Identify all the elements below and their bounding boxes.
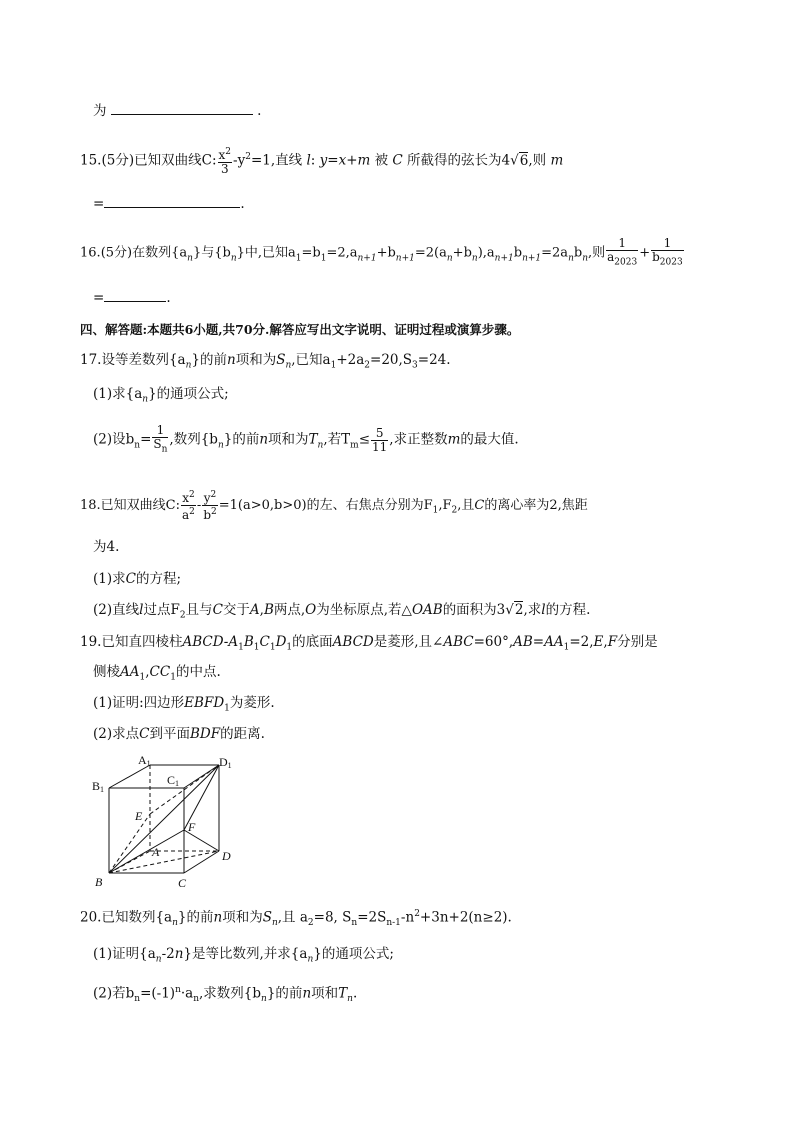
text: 为菱形.	[229, 695, 275, 711]
sub: 2	[364, 360, 371, 371]
sub: 2023	[614, 257, 638, 268]
sqrt: 2	[514, 602, 524, 618]
sub: n+1	[395, 253, 415, 264]
text: =2(a	[414, 245, 447, 261]
text: 为坐标原点,若△	[316, 602, 412, 618]
text: (2)设b	[93, 431, 135, 448]
text: +b	[452, 245, 472, 261]
var: ABCD-A	[182, 634, 239, 650]
edge	[109, 765, 150, 788]
den-var: S	[153, 437, 162, 451]
var: ABC	[443, 634, 474, 650]
var: E	[593, 634, 604, 650]
text: }的前	[191, 352, 227, 368]
text: =60°,	[473, 634, 514, 650]
sub: n	[134, 440, 141, 451]
denominator: 11	[372, 439, 388, 454]
sub: n	[582, 253, 588, 264]
sub: n	[185, 360, 192, 371]
text: b	[513, 245, 523, 261]
text: 项和为	[268, 431, 309, 448]
var: n	[259, 431, 269, 448]
sup: 2	[210, 490, 217, 500]
text: =8,	[313, 909, 338, 926]
denominator	[606, 251, 638, 269]
text: =	[93, 196, 105, 212]
sub: 1	[330, 360, 337, 371]
sub: m	[350, 440, 359, 451]
text: .	[352, 985, 358, 1002]
text: 项和为	[222, 909, 263, 926]
text: 的底面	[292, 634, 333, 650]
text: .	[240, 196, 245, 212]
text: 19.已知直四棱柱	[80, 634, 183, 650]
sub: n	[471, 253, 478, 264]
var: l	[541, 602, 546, 618]
text: .	[257, 103, 262, 119]
q16-answer-line	[93, 287, 171, 308]
text: ,	[259, 602, 264, 618]
hidden-edge	[109, 814, 150, 873]
text: 被	[374, 152, 389, 169]
text: }的通项公式;	[313, 946, 394, 962]
sub: n+1	[494, 253, 514, 264]
fraction	[371, 427, 388, 454]
var: C	[259, 634, 270, 650]
numerator: 1	[606, 237, 638, 251]
sub: 1	[295, 253, 302, 264]
label-A1: A1	[138, 753, 151, 768]
q17-part1	[93, 384, 229, 410]
text: +	[639, 245, 651, 261]
text: =(-1)	[140, 985, 176, 1002]
sub: n+1	[522, 253, 542, 264]
text: b	[125, 985, 135, 1002]
text: ,已知a	[291, 352, 331, 368]
text: ,求正整数	[389, 431, 448, 448]
question-number: 16.	[80, 245, 101, 261]
text: ,求	[523, 602, 542, 618]
var: B	[243, 634, 254, 650]
text: +3n+2(n≥2).	[419, 909, 512, 926]
text: 的面积为3	[442, 602, 506, 618]
den-var: b	[652, 250, 660, 264]
q19-cont: 侧棱$AA_1,CC_1$的中点.	[93, 664, 221, 683]
sup: 2	[414, 909, 420, 919]
sub: 1	[170, 672, 176, 683]
var: OAB	[411, 602, 443, 618]
text: -n	[400, 909, 415, 926]
sub: 1	[224, 703, 230, 714]
prism-figure	[88, 752, 248, 897]
denominator	[152, 438, 168, 456]
var: C	[212, 602, 223, 618]
var: AA	[544, 634, 564, 650]
answer-blank[interactable]	[104, 287, 166, 302]
label-D1: D1	[219, 755, 232, 770]
text: S	[342, 909, 352, 926]
text: }的通项公式;	[148, 386, 229, 402]
sub: n	[261, 994, 267, 1005]
denominator: b	[203, 508, 211, 522]
section-heading: 四、解答题:本题共6小题,共70分.解答应写出文字说明、证明过程或演算步骤。	[80, 322, 520, 337]
fraction	[152, 424, 168, 456]
sub: n-1	[386, 918, 401, 929]
question-19	[80, 632, 658, 658]
var: AB	[513, 634, 533, 650]
text: ,	[145, 664, 150, 680]
var: EBFD	[184, 695, 225, 711]
var: C	[139, 726, 150, 742]
text: -2	[161, 946, 175, 962]
var: B	[263, 602, 274, 618]
q19-part2	[93, 724, 265, 744]
sub: n	[307, 954, 314, 965]
text: }与{b	[192, 245, 231, 261]
den-var: a	[607, 250, 615, 264]
text: ,则	[528, 152, 547, 169]
var: C	[125, 571, 136, 587]
sub: n	[351, 918, 358, 929]
sub: n	[347, 994, 353, 1005]
var: ABCD	[332, 634, 374, 650]
text: }是等比数列,并求{a	[183, 946, 308, 962]
text: 交于	[222, 602, 250, 618]
text: (2)直线	[93, 602, 140, 618]
sub: 2	[451, 505, 458, 516]
numerator: y	[203, 491, 211, 505]
var: S	[276, 352, 286, 368]
text: 是菱形,且∠	[373, 634, 444, 650]
label-D: D	[222, 849, 231, 863]
var: D	[275, 634, 287, 650]
text: 20.已知数列{a	[80, 909, 173, 926]
text: ,	[603, 634, 608, 650]
text: 的离心率为2,焦距	[484, 498, 588, 513]
numerator: x	[218, 148, 226, 162]
label-B1: B1	[92, 779, 105, 794]
sup: n	[175, 985, 181, 995]
q14-answer-line	[93, 100, 261, 121]
label-C1: C1	[167, 773, 180, 788]
numerator: 5	[371, 427, 388, 441]
text: }的前	[177, 909, 214, 926]
sub: 1	[253, 642, 260, 653]
text: 已知双曲线C:	[134, 152, 217, 169]
sub: n	[187, 253, 193, 264]
sub: 3	[412, 360, 418, 371]
text: =2S	[357, 909, 387, 926]
text: 项和为	[235, 352, 277, 368]
var: A	[249, 602, 260, 618]
text: (1)求{a	[93, 386, 143, 402]
text: ≤	[358, 431, 370, 448]
text: =2,	[569, 634, 594, 650]
sub: n	[142, 394, 149, 405]
sub: n	[568, 253, 574, 264]
sub: n	[285, 360, 292, 371]
text: 在数列{a	[132, 245, 188, 261]
label-A: A	[152, 845, 160, 859]
sub: n	[230, 253, 237, 264]
sub: 2	[307, 918, 314, 929]
var: m	[550, 152, 564, 169]
sub: 1	[238, 642, 244, 653]
var: C	[474, 498, 485, 513]
label-F: F	[188, 820, 196, 834]
q20-part1	[93, 944, 394, 970]
denominator: a	[182, 508, 190, 522]
question-number: 15.	[80, 152, 102, 169]
q18-cont: 为4.	[93, 539, 120, 555]
text: 且与	[185, 602, 213, 618]
text: =	[532, 634, 545, 650]
sub: n	[193, 994, 200, 1005]
text: (2)若	[93, 985, 126, 1002]
fraction	[202, 489, 217, 522]
text: }的前	[223, 431, 260, 448]
text: +2a	[336, 352, 365, 368]
numerator: 1	[651, 237, 684, 251]
text: ,则	[587, 245, 606, 261]
text: =	[93, 290, 105, 306]
var: n	[174, 946, 184, 962]
numerator: x	[182, 491, 189, 505]
fraction	[606, 237, 638, 269]
text: 的方程;	[135, 571, 182, 587]
text: a	[299, 909, 308, 926]
sub: n	[217, 440, 224, 451]
score: (5分)	[100, 245, 133, 261]
sub: 2	[179, 610, 186, 621]
sup: 2	[189, 507, 195, 517]
text: 的方程.	[545, 602, 591, 618]
text: (1)证明{a	[93, 946, 156, 962]
numerator: 1	[152, 424, 168, 438]
text: +b	[376, 245, 396, 261]
q17-part2	[93, 424, 519, 456]
text: 的中点.	[175, 664, 221, 680]
text: (2)求点	[93, 726, 140, 742]
text: =1,直线	[250, 152, 303, 169]
text: 17.设等差数列{a	[80, 352, 186, 368]
text: 项和	[311, 985, 339, 1002]
text: 过点F	[143, 602, 180, 618]
text: ,数列{b	[169, 431, 218, 448]
answer-blank[interactable]	[104, 193, 240, 208]
q19-part1	[93, 693, 275, 719]
text: ,F	[438, 498, 452, 513]
text: b	[573, 245, 583, 261]
var: T	[338, 985, 348, 1002]
fraction	[181, 489, 196, 522]
hidden-edge	[109, 851, 219, 873]
question-20	[80, 904, 512, 933]
var: F	[607, 634, 618, 650]
equation: y=x+m	[319, 152, 371, 169]
label-C: C	[178, 876, 187, 890]
var: C	[159, 664, 171, 680]
var: C	[392, 152, 403, 169]
sub: 1	[563, 642, 570, 653]
answer-blank[interactable]	[111, 100, 253, 115]
sub: 1	[139, 672, 146, 683]
sub: 1	[269, 642, 276, 653]
var: T	[308, 431, 318, 448]
text: 到平面	[149, 726, 190, 742]
sub: 2023	[659, 257, 683, 268]
text: =24.	[417, 352, 451, 368]
sub: 1	[432, 505, 439, 516]
text: (1)证明:四边形	[93, 695, 185, 711]
text: (1)求	[93, 571, 126, 587]
text: }中,已知a	[236, 245, 296, 261]
text: -y	[233, 152, 246, 169]
sub: 1	[286, 642, 293, 653]
question-17	[80, 350, 451, 376]
var: BDF	[189, 726, 221, 742]
label-E: E	[135, 809, 143, 823]
text: 两点,	[273, 602, 306, 618]
text: .	[166, 290, 171, 306]
text: 分别是	[617, 634, 658, 650]
question-18	[80, 489, 588, 522]
var: n	[302, 985, 312, 1002]
text: ),a	[477, 245, 495, 261]
var: AA	[120, 664, 140, 680]
text: }的前	[266, 985, 303, 1002]
sup: 2	[225, 147, 232, 157]
sup: 2	[211, 507, 217, 517]
var: S	[262, 909, 272, 926]
text: :	[310, 152, 316, 169]
sub: n+1	[357, 253, 377, 264]
sup: 2	[188, 490, 195, 500]
sub: 1	[320, 253, 327, 264]
text: ·a	[180, 985, 194, 1002]
text: -	[196, 498, 202, 513]
sub: n	[271, 918, 278, 929]
sub: n	[155, 954, 162, 965]
text: 的距离.	[220, 726, 265, 742]
text: ,且	[277, 909, 296, 926]
text: =2a	[541, 245, 569, 261]
text: 侧棱	[93, 664, 120, 680]
sub: n	[134, 994, 141, 1005]
question-15: 15.(5分)已知双曲线C: $\frac{x^2}{3}$ $-y^2=1$,直线 l: y=x+m 被 C 所截得的弦长为4√6,则 m	[80, 147, 564, 176]
label-B: B	[95, 875, 103, 889]
fraction	[218, 146, 233, 176]
text: ,若T	[323, 431, 351, 448]
var: l	[139, 602, 144, 618]
sub: n	[317, 440, 324, 451]
text: 18.已知双曲线C:	[80, 498, 181, 513]
sqrt: 6	[519, 152, 529, 169]
text: =2,a	[326, 245, 358, 261]
question-16	[80, 237, 685, 269]
q15-answer-line	[93, 193, 245, 214]
text: ,求数列{b	[199, 985, 262, 1002]
denominator	[651, 251, 684, 269]
var: n	[213, 909, 223, 926]
text: =20,S	[370, 352, 413, 368]
text: 为	[93, 103, 107, 119]
q18-part2: (2)直线l过点$F_2$且与C交于A,B两点,O为坐标原点,若△OAB的面积为3√2,求l的方程.	[93, 602, 591, 621]
q20-part2	[93, 980, 357, 1009]
var: n	[227, 352, 236, 368]
text: 的最大值.	[460, 431, 519, 448]
text: 所截得的弦长为4	[407, 152, 511, 169]
fraction	[651, 237, 684, 269]
var: m	[447, 431, 461, 448]
edge	[109, 765, 219, 873]
sub: n	[446, 253, 453, 264]
text: ,且	[457, 498, 475, 513]
sub: n	[161, 444, 168, 455]
text: =	[140, 431, 152, 448]
q18-part1	[93, 569, 181, 589]
var: l	[306, 152, 311, 169]
text: =1(a>0,b>0)的左、右焦点分别为F	[218, 498, 433, 513]
denominator: 3	[220, 162, 229, 176]
text: =b	[301, 245, 321, 261]
sup: 2	[245, 152, 251, 162]
var: O	[305, 602, 317, 618]
score: (5分)	[101, 152, 135, 169]
sub: n	[172, 918, 178, 929]
